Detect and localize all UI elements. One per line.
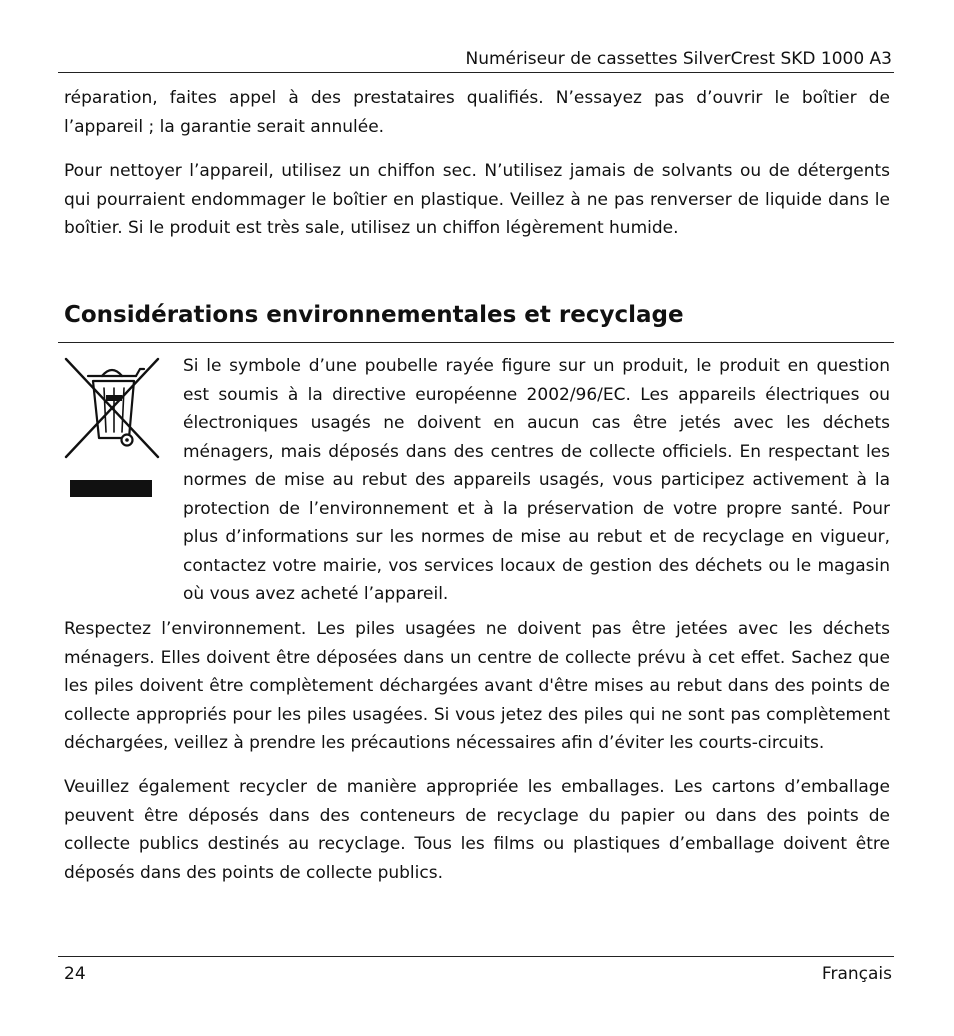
- footer-language: Français: [821, 964, 892, 984]
- running-header-title: Numériseur de cassettes SilverCrest SKD 1000 A3: [465, 49, 892, 69]
- paragraph-batteries: Respectez l’environnement. Les piles usagées ne doivent pas être jetées avec les déchets ménagers. Elles doivent être déposées dans un centre de collecte prévu à cet effet. Sachez que les piles doivent être complètement déchargées avant d'être mises au rebut dans des points de collecte appropriés pour les piles usagées. Si vous jetez des piles qui ne sont pas complètement déchargées, veillez à prendre les précautions nécessaires afin d’éviter les courts-circuits.: [64, 619, 890, 753]
- paragraph-cleaning: Pour nettoyer l’appareil, utilisez un chiffon sec. N’utilisez jamais de solvants ou de détergents qui pourraient endommager le boîtier en plastique. Veillez à ne pas renverser de liquide dans le boîtier. Si le produit est très sale, utilisez un chiffon légèrement humide.: [64, 161, 890, 238]
- section-heading: Considérations environnementales et recyclage: [64, 302, 684, 328]
- paragraph-weee: Si le symbole d’une poubelle rayée figure sur un produit, le produit en question est soumis à la directive européenne 2002/96/EC. Les appareils électriques ou électroniques usagés ne doivent en aucun cas être jetés avec les déchets ménagers, mais déposés dans des centres de collecte officiels. En respectant les normes de mise au rebut des appareils usagés, vous participez activement à la protection de l’environnement et à la préservation de votre propre santé. Pour plus d’informations sur les normes de mise au rebut et de recyclage en vigueur, contactez votre mairie, vos services locaux de gestion des déchets ou le magasin où vous avez acheté l’appareil.: [183, 356, 890, 604]
- crossed-out-wheelie-bin-icon: [64, 352, 160, 502]
- paragraph-repair: réparation, faites appel à des prestataires qualifiés. N’essayez pas d’ouvrir le boîtier de l’appareil ; la garantie serait annulée.: [64, 88, 890, 137]
- paragraph-packaging: Veuillez également recycler de manière appropriée les emballages. Les cartons d’emballage peuvent être déposés dans des conteneurs de recyclage du papier ou dans des points de collecte publics destinés au recyclage. Tous les films ou plastiques d’emballage doivent être déposés dans des points de collecte publics.: [64, 777, 890, 883]
- page-number: 24: [64, 964, 86, 984]
- footer-rule: [58, 956, 894, 957]
- header-rule: [58, 72, 894, 73]
- section-rule: [58, 342, 894, 343]
